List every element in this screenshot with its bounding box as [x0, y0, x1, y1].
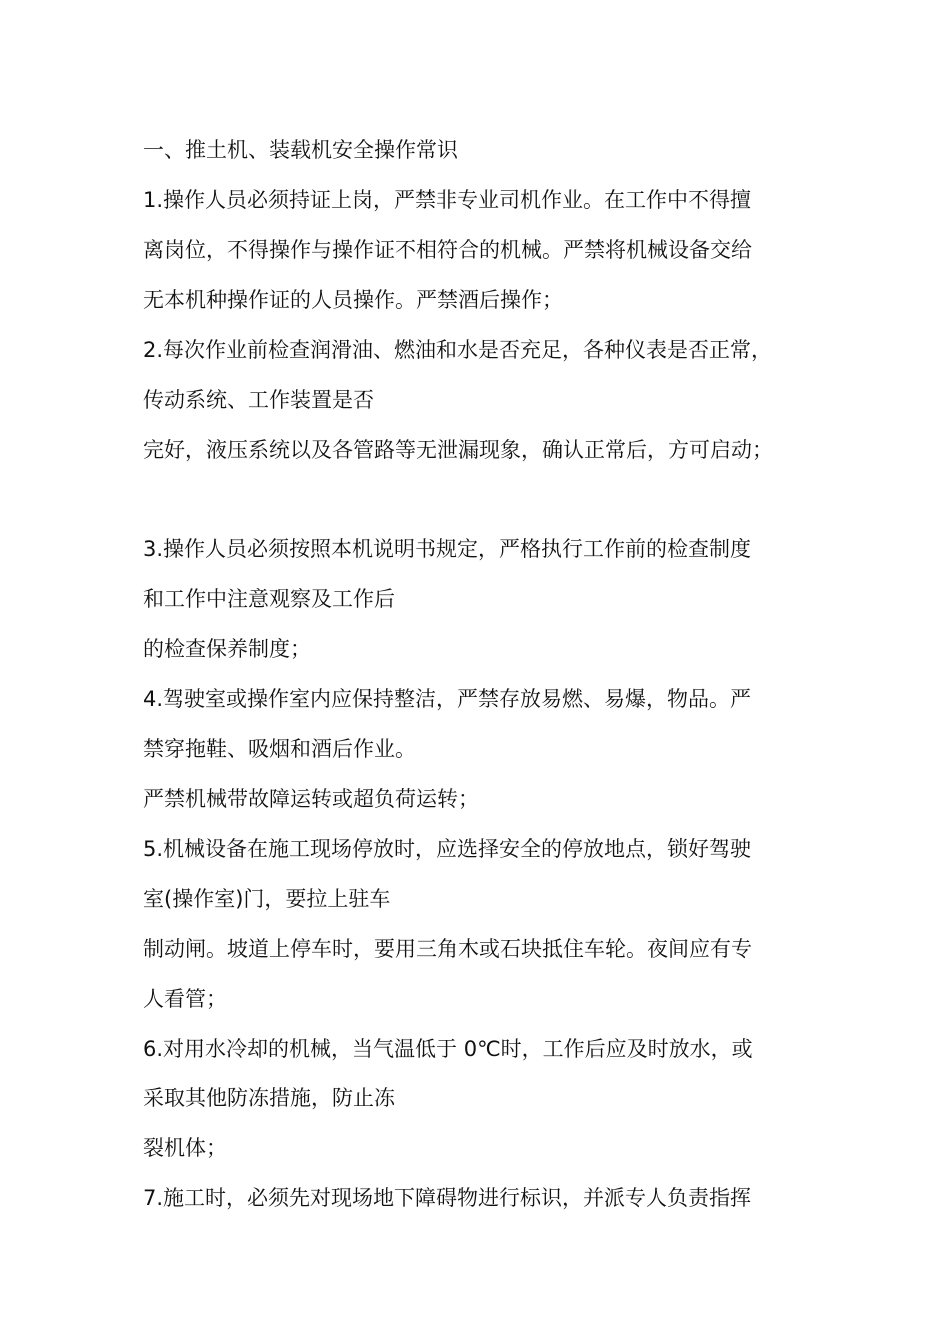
text-line: 采取其他防冻措施，防止冻 [143, 1086, 395, 1110]
text-line: 1.操作人员必须持证上岗，严禁非专业司机作业。在工作中不得擅 [143, 188, 752, 212]
section-heading: 一、推土机、装载机安全操作常识 [143, 138, 458, 162]
text-line: 离岗位，不得操作与操作证不相符合的机械。严禁将机械设备交给 [143, 238, 752, 262]
text-line: 制动闸。坡道上停车时，要用三角木或石块抵住车轮。夜间应有专 [143, 937, 752, 961]
text-line: 2.每次作业前检查润滑油、燃油和水是否充足，各种仪表是否正常， [143, 338, 773, 362]
text-line: 人看管； [143, 987, 227, 1011]
text-line: 7.施工时，必须先对现场地下障碍物进行标识，并派专人负责指挥 [143, 1186, 752, 1210]
text-line: 5.机械设备在施工现场停放时，应选择安全的停放地点，锁好驾驶 [143, 837, 752, 861]
text-line: 裂机体； [143, 1136, 227, 1160]
text-line: 严禁机械带故障运转或超负荷运转； [143, 787, 479, 811]
text-line: 完好，液压系统以及各管路等无泄漏现象，确认正常后，方可启动； [143, 438, 773, 462]
text-line: 室(操作室)门，要拉上驻车 [143, 887, 391, 911]
text-line: 6.对用水冷却的机械，当气温低于 0℃时，工作后应及时放水，或 [143, 1037, 753, 1061]
text-line: 4.驾驶室或操作室内应保持整洁，严禁存放易燃、易爆，物品。严 [143, 687, 752, 711]
text-line: 和工作中注意观察及工作后 [143, 587, 395, 611]
text-line: 3.操作人员必须按照本机说明书规定，严格执行工作前的检查制度 [143, 537, 752, 561]
text-line: 禁穿拖鞋、吸烟和酒后作业。 [143, 737, 416, 761]
text-line: 传动系统、工作装置是否 [143, 388, 374, 412]
text-line: 的检查保养制度； [143, 637, 311, 661]
text-line: 无本机种操作证的人员操作。严禁酒后操作； [143, 288, 563, 312]
